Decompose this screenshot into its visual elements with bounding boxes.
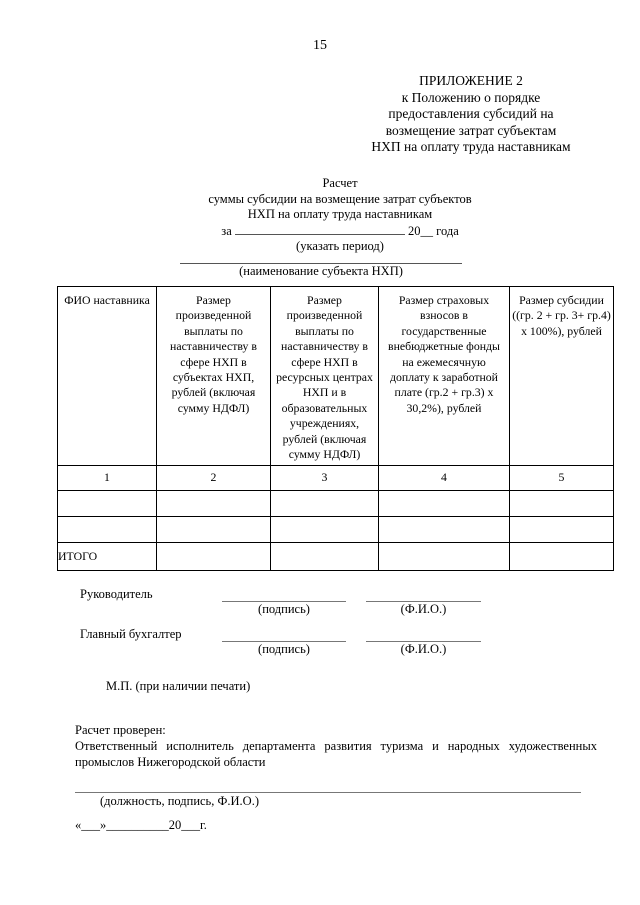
table-cell[interactable]	[58, 517, 157, 543]
column-number: 1	[58, 466, 157, 491]
appendix-line: к Положению о порядке	[401, 89, 541, 105]
period-line	[100, 223, 580, 240]
appendix-line: возмещение затрат субъектам	[385, 122, 557, 138]
column-number: 3	[271, 466, 379, 491]
stamp-note: М.П. (при наличии печати)	[106, 679, 251, 693]
appendix-line: ПРИЛОЖЕНИЕ 2	[419, 73, 523, 88]
signature-caption: (подпись)	[258, 602, 310, 616]
accountant-label: Главный бухгалтер	[80, 627, 182, 641]
period-prefix: за	[221, 223, 232, 238]
table-cell[interactable]	[379, 543, 510, 571]
column-number: 4	[379, 466, 510, 491]
period-hint: (указать период)	[296, 239, 384, 254]
position-signature-line[interactable]	[75, 792, 581, 793]
position-caption: (должность, подпись, Ф.И.О.)	[100, 794, 259, 808]
table-cell[interactable]	[157, 517, 271, 543]
total-row	[58, 543, 614, 571]
table-cell[interactable]	[271, 517, 379, 543]
signature-caption: (подпись)	[258, 642, 310, 656]
title-line: суммы субсидии на возмещение затрат субъектов	[208, 191, 472, 206]
appendix-heading	[340, 73, 602, 156]
name-caption: (Ф.И.О.)	[400, 642, 447, 656]
table-cell[interactable]	[379, 517, 510, 543]
appendix-line: НХП на оплату труда наставникам	[371, 139, 571, 155]
table-header-row	[58, 287, 614, 466]
appendix-line: предоставления субсидий на	[388, 106, 554, 122]
date-line: «___»__________20___г.	[75, 818, 207, 832]
column-number: 2	[157, 466, 271, 491]
table-cell[interactable]	[510, 491, 614, 517]
column-header: ФИО наставника	[58, 287, 157, 466]
column-header: Размер страховых взносов в государственные внебюджетные фонды на ежемесячную доплату к заработной плате (гр.2 + гр.3) х 30,2%), рублей	[379, 287, 510, 466]
column-number-row	[58, 466, 614, 491]
table-cell[interactable]	[510, 517, 614, 543]
table-cell[interactable]	[379, 491, 510, 517]
column-header: Размер субсидии ((гр. 2 + гр. 3+ гр.4) х 100%), рублей	[510, 287, 614, 466]
head-label: Руководитель	[80, 587, 153, 601]
column-number: 5	[510, 466, 614, 491]
table-cell[interactable]	[271, 543, 379, 571]
period-year: 20__ года	[408, 223, 459, 238]
page-number: 15	[313, 38, 327, 53]
column-header: Размер произведенной выплаты по наставничеству в сфере НХП в субъектах НХП, рублей (включая сумму НДФЛ)	[157, 287, 271, 466]
executor-text: Ответственный исполнитель департамента развития туризма и народных художественных промыслов Нижегородской области	[75, 739, 597, 769]
name-caption: (Ф.И.О.)	[400, 602, 447, 616]
table-row	[58, 491, 614, 517]
period-blank	[235, 223, 405, 235]
subject-name-caption: (наименование субъекта НХП)	[239, 264, 403, 278]
title-line: Расчет	[322, 176, 358, 190]
table-cell[interactable]	[58, 491, 157, 517]
table-cell[interactable]	[157, 543, 271, 571]
calculation-table	[57, 286, 614, 571]
verification-title: Расчет проверен:	[75, 723, 166, 737]
column-header: Размер произведенной выплаты по наставничеству в сфере НХП в ресурсных центрах НХП и в образовательных учреждениях, рублей (включая сумму НДФЛ)	[271, 287, 379, 466]
total-label: ИТОГО	[58, 543, 157, 571]
table-cell[interactable]	[271, 491, 379, 517]
table-row	[58, 517, 614, 543]
document-title	[100, 176, 580, 255]
table-cell[interactable]	[157, 491, 271, 517]
title-line: НХП на оплату труда наставникам	[247, 207, 433, 222]
table-cell[interactable]	[510, 543, 614, 571]
